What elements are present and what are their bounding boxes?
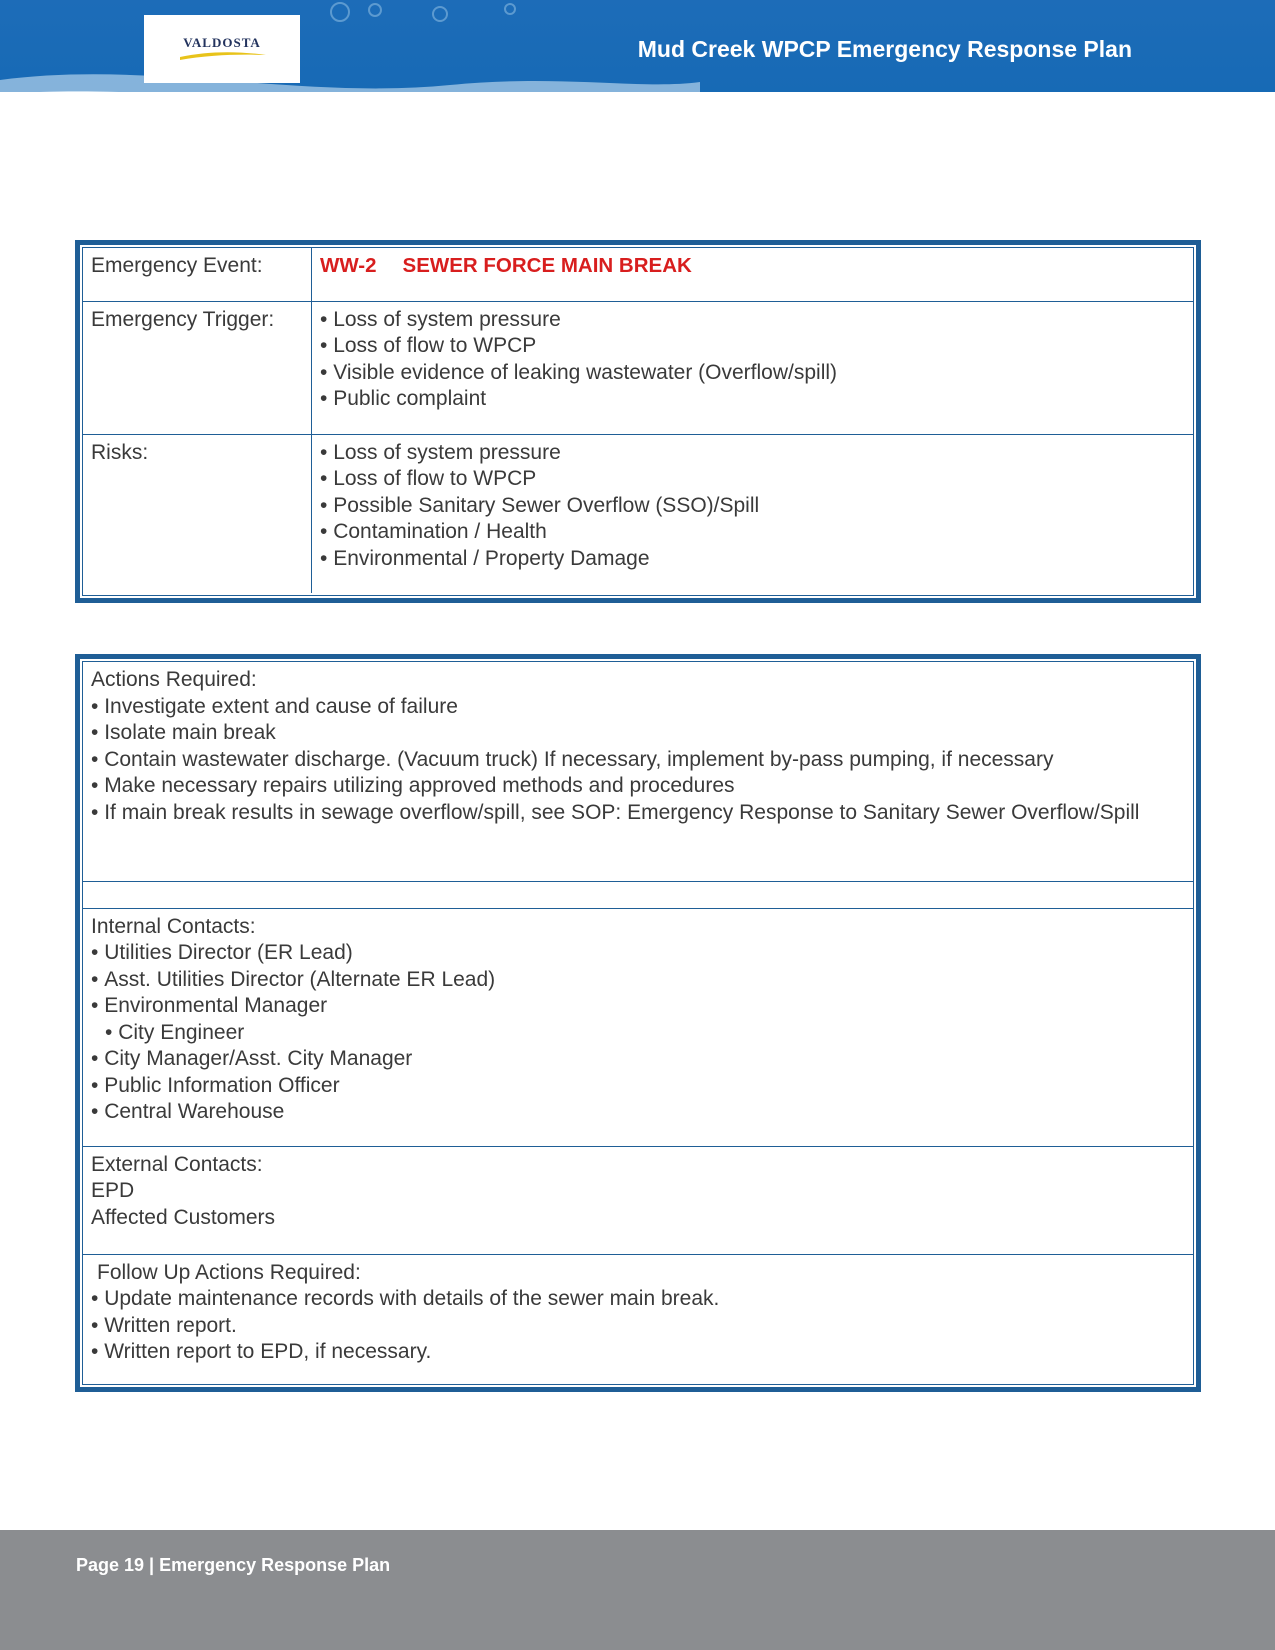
internal-contacts-cell <box>83 908 1193 1146</box>
list-item: • City Engineer <box>91 1020 1185 1047</box>
event-row <box>83 248 1193 301</box>
trigger-value <box>312 301 1194 434</box>
water-wave-decoration <box>0 60 700 92</box>
external-contacts-label: External Contacts: <box>91 1152 263 1176</box>
event-value <box>312 248 1194 301</box>
list-item: • Loss of flow to WPCP <box>320 466 1185 493</box>
page-footer <box>0 1530 1275 1650</box>
list-item: • Written report to EPD, if necessary. <box>91 1339 1185 1366</box>
list-item: • Contain wastewater discharge. (Vacuum truck) If necessary, implement by-pass pumping, if necessary <box>91 747 1185 774</box>
external-contacts-row <box>83 1146 1193 1254</box>
internal-contacts-row <box>83 908 1193 1146</box>
external-contact: EPD <box>91 1179 135 1202</box>
actions-label: Actions Required: <box>91 668 257 691</box>
followup-row <box>83 1254 1193 1384</box>
list-item: • Public complaint <box>320 386 1185 413</box>
followup-cell <box>83 1254 1193 1384</box>
list-item: • Public Information Officer <box>91 1073 1185 1100</box>
list-item: • Loss of system pressure <box>320 440 1185 467</box>
list-item: • Investigate extent and cause of failure <box>91 694 1185 721</box>
footer-page-label: Page 19 | Emergency Response Plan <box>76 1555 391 1575</box>
list-item: • Asst. Utilities Director (Alternate ER Lead) <box>91 967 1185 994</box>
trigger-row <box>83 301 1193 434</box>
event-table <box>75 240 1201 603</box>
external-contact: Affected Customers <box>91 1205 276 1229</box>
header-banner <box>0 0 1275 92</box>
bubble-decoration <box>300 0 650 40</box>
event-label: Emergency Event: <box>83 248 312 301</box>
list-item: • Environmental Manager <box>91 993 1185 1020</box>
list-item: • Central Warehouse <box>91 1099 1185 1126</box>
spacer-row <box>83 881 1193 908</box>
list-item: • Utilities Director (ER Lead) <box>91 940 1185 967</box>
list-item: • If main break results in sewage overflow/spill, see SOP: Emergency Response to Sanitary Sewer Overflow/Spill <box>91 800 1185 827</box>
document-title: Mud Creek WPCP Emergency Response Plan <box>637 36 1132 62</box>
risks-label: Risks: <box>83 434 312 593</box>
list-item: • Written report. <box>91 1313 1185 1340</box>
list-item: • City Manager/Asst. City Manager <box>91 1046 1185 1073</box>
event-code: WW-2 <box>320 254 377 277</box>
risks-value <box>312 434 1194 593</box>
list-item: • Loss of flow to WPCP <box>320 333 1185 360</box>
list-item: • Environmental / Property Damage <box>320 546 1185 573</box>
actions-table <box>75 654 1201 1392</box>
list-item: • Isolate main break <box>91 720 1185 747</box>
logo-wordmark: VALDOSTA <box>183 35 261 50</box>
followup-label: Follow Up Actions Required: <box>97 1260 361 1284</box>
internal-contacts-label: Internal Contacts: <box>91 914 256 938</box>
list-item: • Make necessary repairs utilizing approved methods and procedures <box>91 773 1185 800</box>
list-item: • Update maintenance records with details of the sewer main break. <box>91 1286 1185 1313</box>
list-item: • Visible evidence of leaking wastewater (Overflow/spill) <box>320 360 1185 387</box>
list-item: • Loss of system pressure <box>320 307 1185 334</box>
actions-row <box>83 662 1193 881</box>
event-name: SEWER FORCE MAIN BREAK <box>402 254 692 277</box>
trigger-label: Emergency Trigger: <box>83 301 312 434</box>
external-contacts-cell <box>83 1146 1193 1254</box>
actions-cell <box>83 662 1193 881</box>
list-item: • Contamination / Health <box>320 519 1185 546</box>
list-item: • Possible Sanitary Sewer Overflow (SSO)/Spill <box>320 493 1185 520</box>
risks-row <box>83 434 1193 593</box>
spacer-cell <box>83 881 1193 908</box>
logo-swoosh-icon <box>178 49 268 61</box>
valdosta-logo <box>144 15 300 83</box>
